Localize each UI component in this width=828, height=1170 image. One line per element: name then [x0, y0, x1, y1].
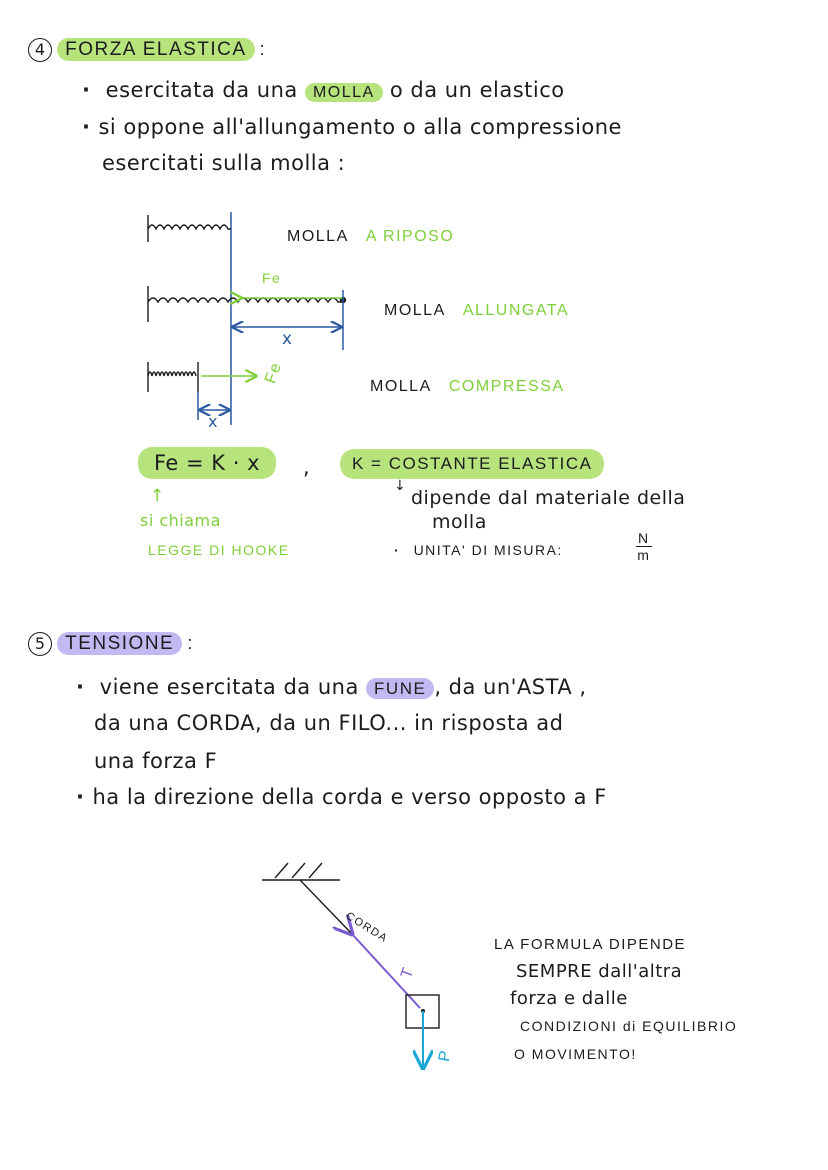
label-text: MOLLA	[370, 378, 431, 395]
x-label-compressed: x	[208, 412, 218, 431]
label-text: MOLLA	[384, 302, 445, 319]
section-title: FORZA ELASTICA	[57, 38, 254, 61]
ceiling	[262, 863, 340, 880]
tension-note-4: CONDIZIONI di EQUILIBRIO	[520, 1018, 738, 1034]
text-line	[76, 675, 587, 699]
highlight-fune: FUNE	[366, 678, 434, 699]
text-line: · ha la direzione della corda e verso opposto a F	[76, 785, 607, 809]
weight-label: P	[436, 1048, 455, 1063]
highlight-molla: MOLLA	[305, 83, 383, 102]
dep-line-1: dipende dal materiale della	[411, 487, 686, 509]
spring-stretched	[148, 286, 346, 322]
label-text: MOLLA	[287, 228, 348, 245]
unit-line	[394, 542, 563, 558]
text-line: · si oppone all'allungamento o alla compressione	[82, 115, 622, 139]
label-state: COMPRESSA	[448, 378, 565, 395]
section-title: TENSIONE	[57, 632, 182, 655]
tension-note-5: O MOVIMENTO!	[514, 1046, 637, 1062]
tension-label: T	[398, 964, 418, 981]
label-compressed	[370, 378, 565, 396]
hooke-formula: Fe = K · x	[138, 447, 276, 479]
text-span: esercitata da una	[105, 78, 298, 102]
spring-compressed	[148, 362, 198, 392]
text-line: una forza F	[94, 749, 218, 773]
title-colon: :	[259, 39, 267, 59]
label-state: A RIPOSO	[365, 228, 455, 245]
formula-comma: ,	[303, 455, 311, 479]
text-span: o da un elastico	[389, 78, 565, 102]
text-span: , da un'ASTA ,	[434, 675, 587, 699]
label-state: ALLUNGATA	[462, 302, 570, 319]
title-colon: :	[187, 633, 194, 653]
tension-note-1: LA FORMULA DIPENDE	[494, 936, 687, 953]
x-label-stretched: x	[282, 329, 293, 349]
fe-label-stretched: Fe	[262, 270, 282, 286]
rope-label: CORDA	[343, 910, 391, 946]
label-rest	[287, 228, 454, 246]
hooke-note-2: LEGGE DI HOOKE	[148, 542, 290, 558]
dep-arrow: ↓	[394, 478, 407, 494]
label-stretched	[384, 302, 569, 320]
spring-rest	[148, 215, 231, 242]
dep-line-2: molla	[432, 511, 487, 533]
text-span: viene esercitata da una	[99, 675, 359, 699]
tension-note-3: forza e dalle	[510, 988, 628, 1009]
tension-note-2: SEMPRE dall'altra	[516, 961, 683, 982]
hooke-arrow: ↑	[150, 486, 165, 506]
rope	[300, 880, 352, 934]
section-5-heading	[28, 632, 194, 656]
unit-numerator: N	[638, 530, 650, 546]
unit-label: UNITA' DI MISURA:	[413, 542, 563, 558]
hooke-note-1: si chiama	[140, 511, 221, 530]
unit-fraction	[636, 530, 652, 563]
text-line: esercitati sulla molla :	[102, 151, 346, 175]
section-number: 4	[28, 38, 52, 62]
unit-denominator: m	[637, 547, 651, 563]
text-line: da una CORDA, da un FILO... in risposta ad	[94, 711, 564, 735]
fe-label-compressed: Fe	[262, 359, 286, 386]
k-definition: K = COSTANTE ELASTICA	[340, 449, 604, 479]
section-number: 5	[28, 632, 52, 656]
